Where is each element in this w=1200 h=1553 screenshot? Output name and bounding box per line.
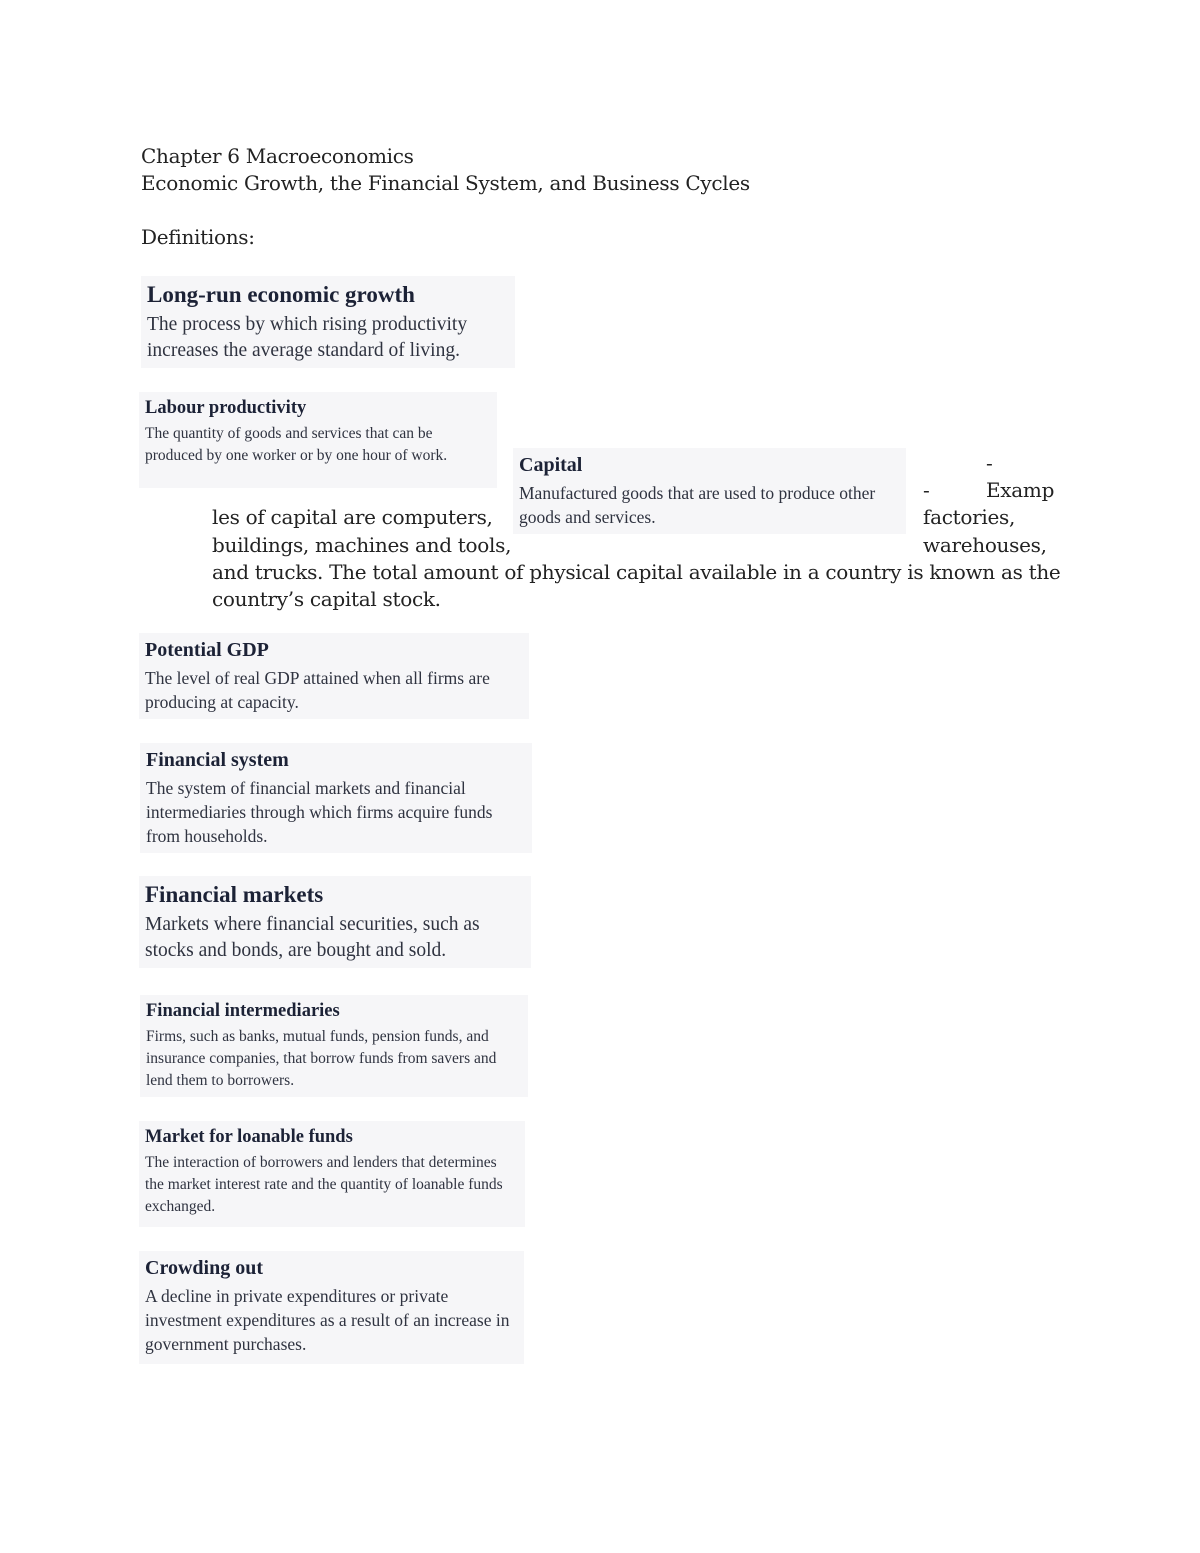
definition-term: Financial intermediaries (146, 1001, 340, 1021)
definition-text: The quantity of goods and services that can be produced by one worker or by one hour of work. (145, 425, 448, 464)
capital-note-line: country’s capital stock. (212, 587, 441, 611)
definition-text: The system of financial markets and financial intermediaries through which firms acquire funds from households. (146, 778, 493, 846)
definition-term: Labour productivity (145, 398, 307, 418)
capital-note-line: buildings, machines and tools, (212, 533, 512, 557)
capital-note-word: Examp (986, 478, 1055, 502)
definition-term: Capital (519, 454, 583, 476)
definition-text: A decline in private expenditures or private investment expenditures as a result of an increase in government purchases. (145, 1286, 510, 1354)
chapter-title: Chapter 6 Macroeconomics (141, 144, 414, 168)
bullet-dash: - (986, 451, 993, 475)
definition-term: Long-run economic growth (147, 282, 415, 307)
definition-text: Firms, such as banks, mutual funds, pension funds, and insurance companies, that borrow funds from savers and lend them to borrowers. (146, 1028, 497, 1089)
definition-text: Manufactured goods that are used to produce other goods and services. (519, 483, 876, 527)
capital-note-line: warehouses, (923, 533, 1047, 557)
bullet-dash: - (923, 478, 930, 502)
definition-card-financial-markets (139, 876, 531, 968)
chapter-subtitle: Economic Growth, the Financial System, and Business Cycles (141, 171, 750, 195)
definition-text: Markets where financial securities, such as stocks and bonds, are bought and sold. (145, 914, 480, 961)
definition-term: Market for loanable funds (145, 1127, 353, 1147)
definition-card-long-run-growth (141, 276, 515, 368)
definition-term: Crowding out (145, 1257, 263, 1279)
definition-card-financial-system (140, 743, 532, 853)
definition-text: The process by which rising productivity increases the average standard of living. (147, 314, 468, 361)
definition-card-capital (513, 448, 906, 534)
definition-term: Potential GDP (145, 639, 269, 661)
definition-text: The interaction of borrowers and lenders that determines the market interest rate and the quantity of loanable funds exchanged. (145, 1154, 503, 1215)
capital-note-line: les of capital are computers, (212, 505, 493, 529)
definition-term: Financial markets (145, 882, 324, 907)
capital-note-line: factories, (923, 505, 1016, 529)
definition-text: The level of real GDP attained when all firms are producing at capacity. (145, 668, 490, 712)
capital-note-line: and trucks. The total amount of physical capital available in a country is known as the (212, 560, 1061, 584)
definitions-label: Definitions: (141, 225, 255, 249)
definition-card-labour-productivity (139, 392, 497, 488)
definition-card-loanable-funds (139, 1121, 525, 1227)
definition-card-financial-intermediaries (140, 995, 528, 1097)
definition-term: Financial system (146, 749, 289, 771)
definition-card-crowding-out (139, 1251, 524, 1364)
definition-card-potential-gdp (139, 633, 529, 719)
